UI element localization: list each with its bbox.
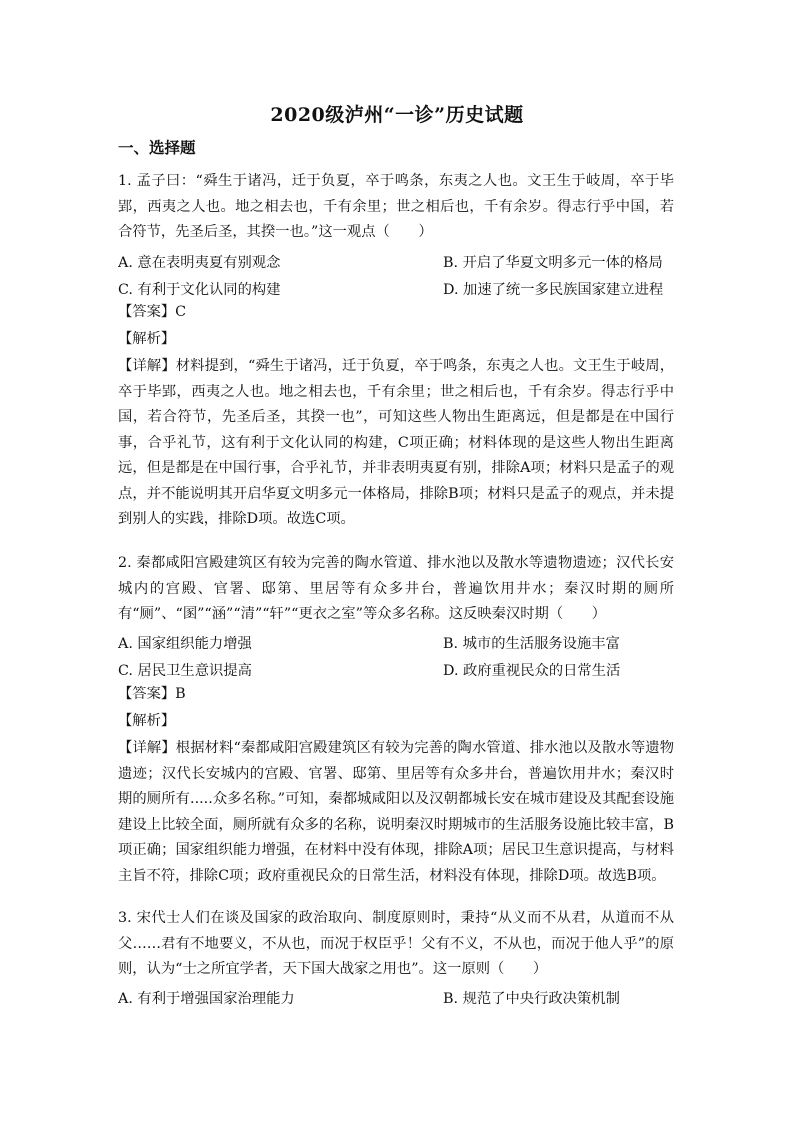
q2-stem: 2. 秦都咸阳宫殿建筑区有较为完善的陶水管道、排水池以及散水等遗物遗迹；汉代长安城内的宫殿、官署、邸第、里居等有众多井台，普遍饮用井水；秦汉时期的厕所有“厕”、“圂”“涵”“清”“轩”“更衣之室”等众多名称。这反映秦汉时期（ ） [118,555,674,622]
q3-option-b: B. 规范了中央行政决策机制 [443,991,620,1007]
section-heading: 一、选择题 [118,138,196,157]
q1-analysis-label: 【解析】 [118,331,176,347]
q3-option-a: A. 有利于增强国家治理能力 [118,991,295,1007]
q2-option-b: B. 城市的生活服务设施丰富 [443,636,620,652]
q2-answer: 【答案】B [118,686,186,702]
q2-analysis-label: 【解析】 [118,713,176,729]
q2-option-d: D. 政府重视民众的日常生活 [443,663,621,679]
q2-option-c: C. 居民卫生意识提高 [118,663,252,679]
q2-option-a: A. 国家组织能力增强 [118,636,252,652]
q3-stem: 3. 宋代士人们在谈及国家的政治取向、制度原则时，秉持“从义而不从君，从道而不从父……君有不地要义，不从也，而况于权臣乎！父有不义，不从也，而况于他人乎”的原则，认为“士之所宜学者，天下国大战家之用也”。这一原则（ ） [118,910,674,977]
page-title: 2020级泸州“一诊”历史试题 [270,104,524,126]
q1-option-c: C. 有利于文化认同的构建 [118,282,281,298]
q1-option-d: D. 加速了统一多民族国家建立进程 [443,282,664,298]
q2-detail: 【详解】根据材料“秦都咸阳宫殿建筑区有较为完善的陶水管道、排水池以及散水等遗物遗迹；汉代长安城内的宫殿、官署、邸第、里居等有众多井台，普遍饮用井水；秦汉时期的厕所有.....众多名称。”可知，秦都城咸阳以及汉朝都城长安在城市建设及其配套设施建设上比较全面，厕所就有众多的名称，说明秦汉时期城市的生活服务设施比较丰富，B项正确；国家组织能力增强，在材料中没有体现，排除A项；居民卫生意识提高，与材料主旨不符，排除C项；政府重视民众的日常生活，材料没有体现，排除D项。故选B项。 [118,740,674,884]
q1-stem: 1. 孟子曰：“舜生于诸冯，迁于负夏，卒于鸣条，东夷之人也。文王生于岐周，卒于毕郢，西夷之人也。地之相去也，千有余里；世之相后也，千有余岁。得志行乎中国，若合符节，先圣后圣，其揆一也。”这一观点（ ） [118,173,674,240]
q1-answer: 【答案】C [118,304,187,320]
q1-option-a: A. 意在表明夷夏有别观念 [118,255,281,271]
q1-detail: 【详解】材料提到，“舜生于诸冯，迁于负夏，卒于鸣条，东夷之人也。文王生于岐周，卒于毕郢，西夷之人也。地之相去也，千有余里；世之相后也，千有余岁。得志行乎中国，若合符节，先圣后圣，其揆一也”，可知这些人物出生距离远，但是都是在中国行事，合乎礼节，这有利于文化认同的构建，C项正确；材料体现的是这些人物出生距离远，但是都是在中国行事，合乎礼节，并非表明夷夏有别，排除A项；材料只是孟子的观点，并不能说明其开启华夏文明多元一体格局，排除B项；材料只是孟子的观点，并未提到别人的实践，排除D项。故选C项。 [118,358,674,527]
q1-option-b: B. 开启了华夏文明多元一体的格局 [443,255,663,271]
